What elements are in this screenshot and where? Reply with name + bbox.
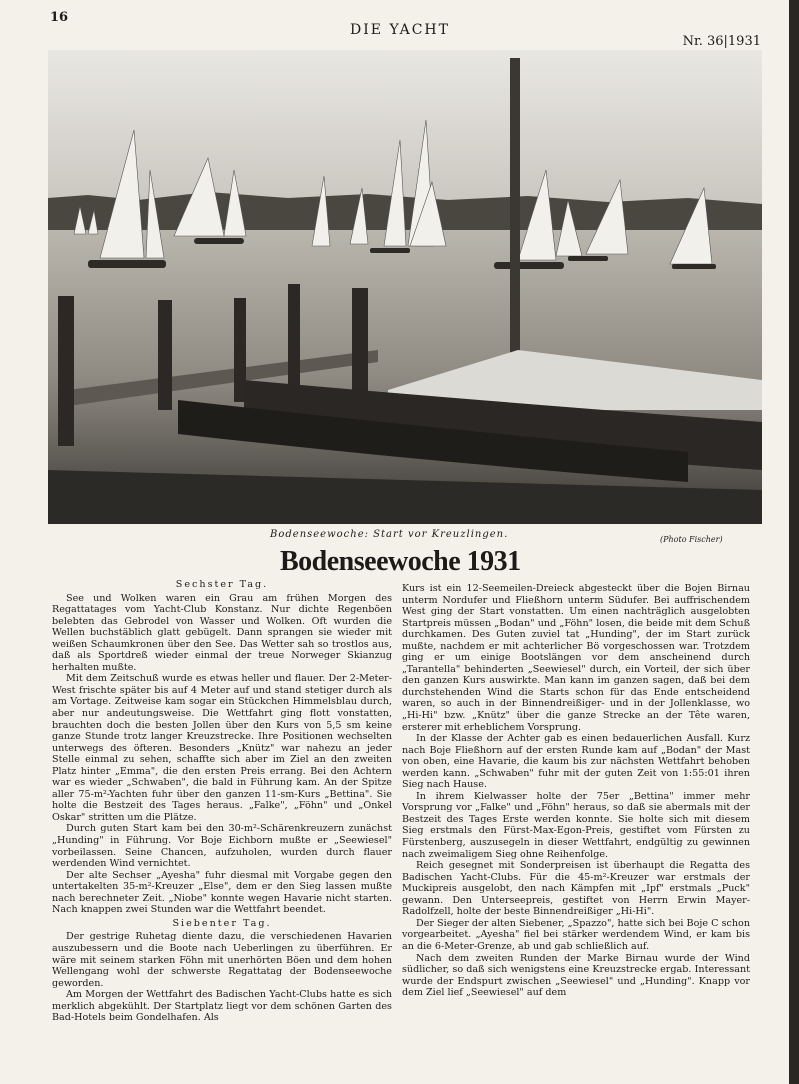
issue-number: Nr. 36|1931 bbox=[682, 34, 761, 49]
photo-credit: (Photo Fischer) bbox=[660, 535, 723, 544]
paragraph: Kurs ist ein 12-Seemeilen-Dreieck abgesteckt über die Bojen Birnau unterm Nordufer und Fließhorn unterm Südufer. Bei auffrischendem West ging der Start vonstatten. Um einen nachträglich ausgelobten Startpreis müssen „Bodan" und „Föhn" losen, die beide mit dem Schuß durchkamen. Des Guten zuviel tat „Hunding", der im Start zurück mußte, nachdem er mit achterlicher Bö vorgeschossen war. Trotzdem ging er um einige Bootslängen vor dem anscheinend durch „Tarantella" behinderten „Seewiesel" durch, ein Vorteil, der sich über den ganzen Kurs auswirkte. Man kann im ganzen sagen, daß bei dem durchstehenden Wind die Starts schon für das Ende entscheidend waren, so auch in der Binnendreißiger- und in der Jollenklasse, wo „Hi-Hi" bzw. „Knütz" über die ganze Strecke an der Tête waren, ersterer mit erheblichem Vorsprung. bbox=[402, 583, 750, 733]
paragraph: Der alte Sechser „Ayesha" fuhr diesmal mit Vorgabe gegen den untertakelten 35-m²-Kreuzer „Else", dem er den Sieg lassen mußte nach berechneter Zeit. „Niobe" konnte wegen Havarie nicht starten. Nach knappen zwei Stunden war die Wettfahrt beendet. bbox=[52, 869, 392, 916]
section-heading: Siebenter Tag. bbox=[172, 917, 272, 929]
paragraph: See und Wolken waren ein Grau am frühen Morgen des Regattatages vom Yacht-Club Konstanz. Nur dichte Regenböen belebten das Gebrodel von Wasser und Wolken. Oft wurden die Wellen buchstäblich glatt gebügelt. Dann sprangen sie wieder mit weißen Schaumkronen über den See. Das Wetter sah so trostlos aus, daß als Sportdreß wieder einmal der treue Norweger Skianzug herhalten mußte. bbox=[52, 592, 392, 673]
paragraph: In der Klasse der Achter gab es einen bedauerlichen Ausfall. Kurz nach Boje Fließhorn auf der ersten Runde kam auf „Bodan" der Mast von oben, eine Havarie, die kaum bis zur nächsten Wettfahrt behoben werden kann. „Schwaben" fuhr mit der guten Zeit von 1:55:01 ihren Sieg nach Hause. bbox=[402, 733, 750, 791]
regatta-photo bbox=[48, 50, 762, 524]
paragraph: In ihrem Kielwasser holte der 75er „Bettina" immer mehr Vorsprung vor „Falke" und „Föhn" heraus, so daß sie abermals mit der Bestzeit des Tages Erste werden konnte. Sie holte sich mit diesem Sieg erstmals den Fürst-Max-Egon-Preis, gestiftet vom Fürsten zu Fürstenberg, auszusegeln in dieser Wettfahrt, endgültig zu gewinnen nach zweimaligem Sieg ohne Reihenfolge. bbox=[402, 790, 750, 860]
page-number: 16 bbox=[50, 10, 69, 25]
photo-caption: Bodenseewoche: Start vor Kreuzlingen. bbox=[270, 529, 509, 540]
paragraph: Mit dem Zeitschuß wurde es etwas heller und flauer. Der 2-Meter-West frischte später bis auf 4 Meter auf und stand stetiger durch als am Vortage. Zeitweise kam sogar ein Stückchen Himmelsblau durch, aber nur andeutungsweise. Die Wettfahrt ging flott vonstatten, brauchten doch die besten Jollen über den Kurs von 5,5 sm keine ganze Stunde trotz langer Kreuzstrecke. Ihre Positionen wechselten unterwegs des öfteren. Besonders „Knütz" war nahezu an jeder Stelle einmal zu sehen, schaffte sich aber im Ziel an den zweiten Platz hinter „Emma", die den ersten Preis errang. Bei den Achtern war es wieder „Schwaben", die bald in Führung kam. An der Spitze aller 75-m²-Yachten fuhr über den ganzen 11-sm-Kurs „Bettina". Sie holte die Bestzeit des Tages heraus. „Falke", „Föhn" und „Onkel Oskar" stritten um die Plätze. bbox=[52, 673, 392, 823]
article-left-column bbox=[52, 577, 392, 1024]
page-edge bbox=[789, 0, 799, 1084]
paragraph: Der Sieger der alten Siebener, „Spazzo", hatte sich bei Boje C schon vorgearbeitet. „Ayesha" fiel bei stärker werdendem Wind, er kam bis an die 6-Meter-Grenze, ab und gab schließlich auf. bbox=[402, 917, 750, 952]
paragraph: Am Morgen der Wettfahrt des Badischen Yacht-Clubs hatte es sich merklich abgekühlt. Der Startplatz liegt vor dem schönen Garten des Bad-Hotels beim Gondelhafen. Als bbox=[52, 989, 392, 1024]
paragraph: Der gestrige Ruhetag diente dazu, die verschiedenen Havarien auszubessern und die Boote nach Ueberlingen zu überführen. Er wäre mit seinem starken Föhn mit unerhörten Böen und dem hohen Wellengang wohl der schwerste Regattatag der Bodenseewoche geworden. bbox=[52, 931, 392, 989]
section-heading: Sechster Tag. bbox=[175, 579, 269, 590]
article-title: Bodenseewoche 1931 bbox=[280, 546, 521, 577]
article-right-column bbox=[402, 583, 750, 999]
magazine-title: DIE YACHT bbox=[350, 22, 450, 38]
paragraph: Nach dem zweiten Runden der Marke Birnau wurde der Wind südlicher, so daß sich wenigstens eine Kreuzstrecke ergab. Interessant wurde der Endspurt zwischen „Seewiesel" und „Hunding". Knapp vor dem Ziel lief „Seewiesel" auf dem bbox=[402, 952, 750, 999]
paragraph: Durch guten Start kam bei den 30-m²-Schärenkreuzern zunächst „Hunding" in Führung. Vor Boje Eichborn mußte er „Seewiesel" vorbeilassen. Seine Chancen, aufzuholen, wurden durch flauer werdenden Wind vernichtet. bbox=[52, 823, 392, 870]
paragraph: Reich gesegnet mit Sonderpreisen ist überhaupt die Regatta des Badischen Yacht-Clubs. Für die 45-m²-Kreuzer war erstmals der Muckipreis ausgelobt, den nach Kämpfen mit „Ipf" erstmals „Puck" gewann. Den Unterseepreis, gestiftet von Herrn Erwin Mayer-Radolfzell, holte der beste Binnendreißiger „Hi-Hi". bbox=[402, 860, 750, 918]
